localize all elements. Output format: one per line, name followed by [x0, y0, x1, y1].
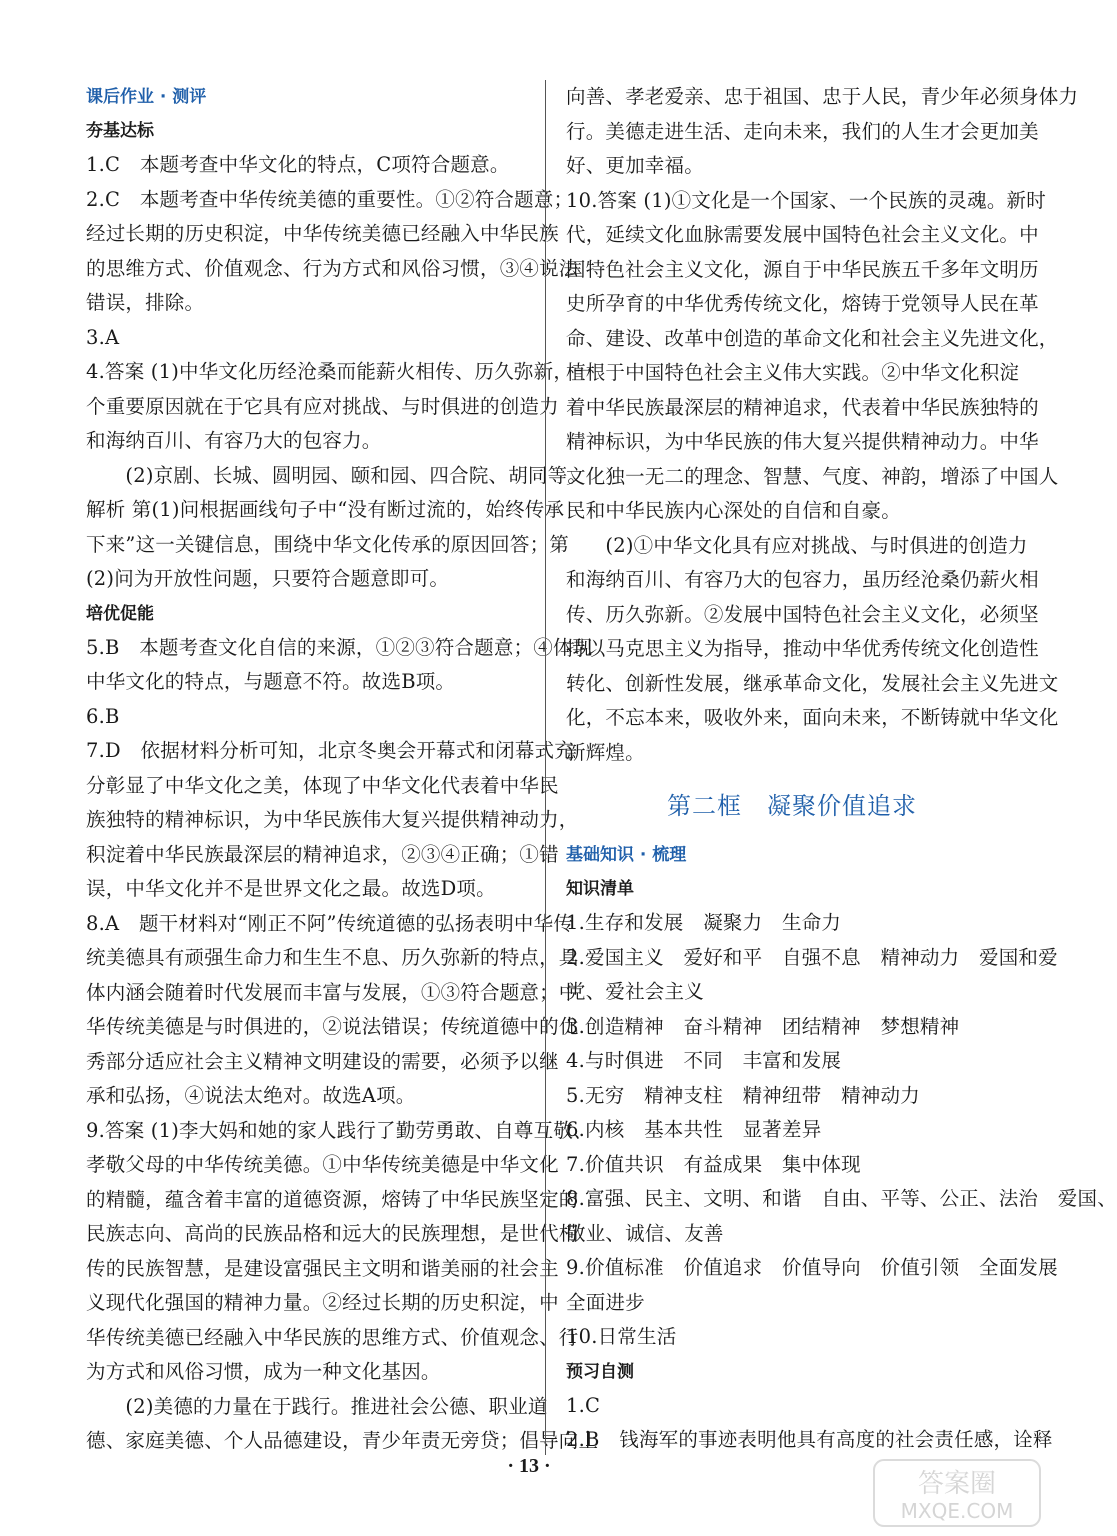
- text-line: 中华文化的特点，与题意不符。故选B项。: [86, 670, 456, 693]
- text-line: 党、爱社会主义: [566, 980, 704, 1003]
- text-line: 好、更加幸福。: [566, 154, 704, 177]
- text-line: 国特色社会主义文化，源自于中华民族五千多年文明历: [566, 257, 1039, 281]
- text-line: 的精髓，蕴含着丰富的道德资源，熔铸了中华民族坚定的: [86, 1187, 579, 1211]
- preview-item: [566, 1389, 1018, 1424]
- watermark-text-top: 答案圈: [917, 1469, 997, 1499]
- lesson-heading: 第二框 凝聚价值追求: [667, 792, 917, 820]
- knowledge-item: [566, 1182, 1117, 1251]
- knowledge-item: [566, 1148, 1018, 1183]
- page-number: · 13 ·: [507, 1455, 551, 1477]
- text-line: 体内涵会随着时代发展而丰富与发展，①③符合题意；中: [86, 980, 579, 1004]
- text-line: 4.与时俱进 不同 丰富和发展: [566, 1049, 842, 1072]
- column-divider: [545, 80, 546, 1455]
- text-line: 分彰显了中华文化之美，体现了中华文化代表着中华民: [86, 773, 559, 797]
- text-line: 和海纳百川、有容乃大的包容力。: [86, 429, 382, 452]
- text-line: 秀部分适应社会主义精神文明建设的需要，必须予以继: [86, 1049, 559, 1073]
- text-line: 7.D 依据材料分析可知，北京冬奥会开幕式和闭幕式充: [86, 739, 574, 762]
- right-column: [566, 80, 1117, 1458]
- knowledge-item: [566, 1044, 1018, 1079]
- subsection-title: 培优促能: [86, 603, 154, 624]
- text-line: 新辉煌。: [566, 740, 645, 764]
- text-line: 命、建设、改革中创造的革命文化和社会主义先进文化，: [566, 326, 1059, 350]
- knowledge-item: [566, 906, 1018, 941]
- knowledge-item: [566, 1113, 1018, 1148]
- text-line: 全面进步: [566, 1290, 645, 1314]
- text-line: 2.C 本题考查中华传统美德的重要性。①②符合题意；: [86, 187, 574, 211]
- answer-item: [86, 148, 538, 183]
- text-line: 着中华民族最深层的精神追求，代表着中华民族独特的: [566, 395, 1039, 419]
- text-line: 9.价值标准 价值追求 价值导向 价值引领 全面发展: [566, 1256, 1058, 1279]
- subsection-title: 预习自测: [566, 1361, 634, 1382]
- section-title: 基础知识 · 梳理: [566, 845, 687, 865]
- text-line: 误，中华文化并不是世界文化之最。故选D项。: [86, 877, 496, 900]
- text-line: 1.生存和发展 凝聚力 生命力: [566, 911, 842, 934]
- text-line: 民和中华民族内心深处的自信和自豪。: [566, 499, 901, 522]
- text-line: 孝敬父母的中华传统美德。①中华传统美德是中华文化: [86, 1153, 559, 1176]
- answer-item: [566, 184, 1059, 771]
- text-line: 德、家庭美德、个人品德建设，青少年责无旁贷；倡导向上: [86, 1429, 599, 1452]
- text-line: 2.爱国主义 爱好和平 自强不息 精神动力 爱国和爱: [566, 945, 1058, 969]
- text-line: 4.答案 (1)中华文化历经沧桑而能薪火相传、历久弥新，一: [86, 360, 593, 383]
- text-line: 1.C 本题考查中华文化的特点，C项符合题意。: [86, 153, 510, 176]
- text-line: 5.无穷 精神支柱 精神纽带 精神动力: [566, 1083, 920, 1107]
- text-line: 史所孕育的中华优秀传统文化，熔铸于党领导人民在革: [566, 292, 1039, 315]
- text-line: (2)美德的力量在于践行。推进社会公德、职业道: [86, 1394, 548, 1418]
- text-line: 代，延续文化血脉需要发展中国特色社会主义文化。中: [566, 223, 1039, 246]
- text-line: 1.C: [566, 1393, 601, 1417]
- knowledge-item: [566, 1079, 1018, 1114]
- subsection-title: 知识清单: [566, 879, 634, 899]
- answer-item: [86, 734, 579, 907]
- text-line: (2)问为开放性问题，只要符合题意即可。: [86, 567, 450, 590]
- answer-item: [86, 907, 579, 1114]
- text-line: 植根于中国特色社会主义伟大实践。②中华文化积淀: [566, 361, 1020, 384]
- text-line: 传的民族智慧，是建设富强民主文明和谐美丽的社会主: [86, 1256, 559, 1280]
- answer-item: [566, 80, 1079, 184]
- text-line: 3.创造精神 奋斗精神 团结精神 梦想精神: [566, 1014, 960, 1038]
- text-line: 行。美德走进生活、走向未来，我们的人生才会更加美: [566, 119, 1039, 143]
- text-line: 统美德具有顽强生命力和生生不息、历久弥新的特点，具: [86, 946, 579, 969]
- text-line: 华传统美德是与时俱进的，②说法错误；传统道德中的优: [86, 1015, 579, 1038]
- text-line: 的思维方式、价值观念、行为方式和风俗习惯，③④说法: [86, 256, 579, 280]
- text-line: 化，不忘本来，吸收外来，面向未来，不断铸就中华文化: [566, 706, 1059, 729]
- preview-item: [566, 1423, 1053, 1458]
- text-line: 6.内核 基本共性 显著差异: [566, 1118, 822, 1141]
- text-line: 族独特的精神标识，为中华民族伟大复兴提供精神动力，: [86, 808, 579, 831]
- text-line: 和海纳百川、有容乃大的包容力，虽历经沧桑仍薪火相: [566, 568, 1039, 591]
- text-line: 5.B 本题考查文化自信的来源，①②③符合题意；④体现: [86, 635, 593, 659]
- text-line: (2)①中华文化具有应对挑战、与时俱进的创造力: [566, 533, 1028, 557]
- answer-item: [86, 700, 538, 735]
- watermark-text-bottom: MXQE.COM: [900, 1499, 1014, 1523]
- text-line: 华传统美德已经融入中华民族的思维方式、价值观念、行: [86, 1325, 579, 1349]
- text-line: 文化独一无二的理念、智慧、气度、神韵，增添了中国人: [566, 464, 1059, 488]
- watermark-logo: [872, 1458, 1042, 1528]
- answer-item: [86, 355, 593, 597]
- text-line: 10.日常生活: [566, 1325, 677, 1348]
- answer-item: [86, 183, 579, 321]
- text-line: 义现代化强国的精神力量。②经过长期的历史积淀，中: [86, 1291, 559, 1314]
- text-line: 精神标识，为中华民族的伟大复兴提供精神动力。中华: [566, 430, 1039, 453]
- text-line: 积淀着中华民族最深层的精神追求，②③④正确；①错: [86, 842, 559, 866]
- knowledge-item: [566, 1010, 1018, 1045]
- answer-item: [86, 631, 593, 700]
- text-line: 转化、创新性发展，继承革命文化，发展社会主义先进文: [566, 671, 1059, 695]
- subsection-title: 夯基达标: [86, 121, 154, 141]
- answer-item: [86, 321, 538, 356]
- text-line: 错误，排除。: [86, 291, 205, 314]
- text-line: 敬业、诚信、友善: [566, 1221, 724, 1245]
- section-title: 课后作业 · 测评: [86, 87, 207, 107]
- text-line: 承和弘扬，④说法太绝对。故选A项。: [86, 1084, 416, 1107]
- text-line: 为方式和风俗习惯，成为一种文化基因。: [86, 1360, 441, 1383]
- text-line: 下来”这一关键信息，围绕中华文化传承的原因回答；第: [86, 532, 569, 556]
- knowledge-item: [566, 1320, 1018, 1355]
- knowledge-item: [566, 941, 1058, 1010]
- knowledge-item: [566, 1251, 1058, 1320]
- text-line: 10.答案 (1)①文化是一个国家、一个民族的灵魂。新时: [566, 188, 1046, 212]
- text-line: 持以马克思主义为指导，推动中华优秀传统文化创造性: [566, 637, 1039, 660]
- left-column: [86, 80, 599, 1459]
- text-line: 3.A: [86, 325, 120, 349]
- text-line: 解析 第(1)问根据画线句子中“没有断过流的，始终传承: [86, 498, 565, 521]
- text-line: (2)京剧、长城、圆明园、颐和园、四合院、胡同等。: [86, 463, 588, 487]
- text-line: 8.A 题干材料对“刚正不阿”传统道德的弘扬表明中华传: [86, 911, 574, 935]
- text-line: 民族志向、高尚的民族品格和远大的民族理想，是世代相: [86, 1222, 579, 1245]
- text-line: 8.富强、民主、文明、和谐 自由、平等、公正、法治 爱国、: [566, 1187, 1117, 1210]
- text-line: 经过长期的历史积淀，中华传统美德已经融入中华民族: [86, 222, 559, 245]
- text-line: 2.B 钱海军的事迹表明他具有高度的社会责任感，诠释: [566, 1428, 1053, 1451]
- text-line: 6.B: [86, 704, 120, 728]
- text-line: 个重要原因就在于它具有应对挑战、与时俱进的创造力: [86, 394, 559, 418]
- text-line: 传、历久弥新。②发展中国特色社会主义文化，必须坚: [566, 602, 1039, 626]
- text-line: 向善、孝老爱亲、忠于祖国、忠于人民，青少年必须身体力: [566, 85, 1079, 108]
- text-line: 9.答案 (1)李大妈和她的家人践行了勤劳勇敢、自尊互敬、: [86, 1118, 593, 1142]
- text-line: 7.价值共识 有益成果 集中体现: [566, 1152, 861, 1176]
